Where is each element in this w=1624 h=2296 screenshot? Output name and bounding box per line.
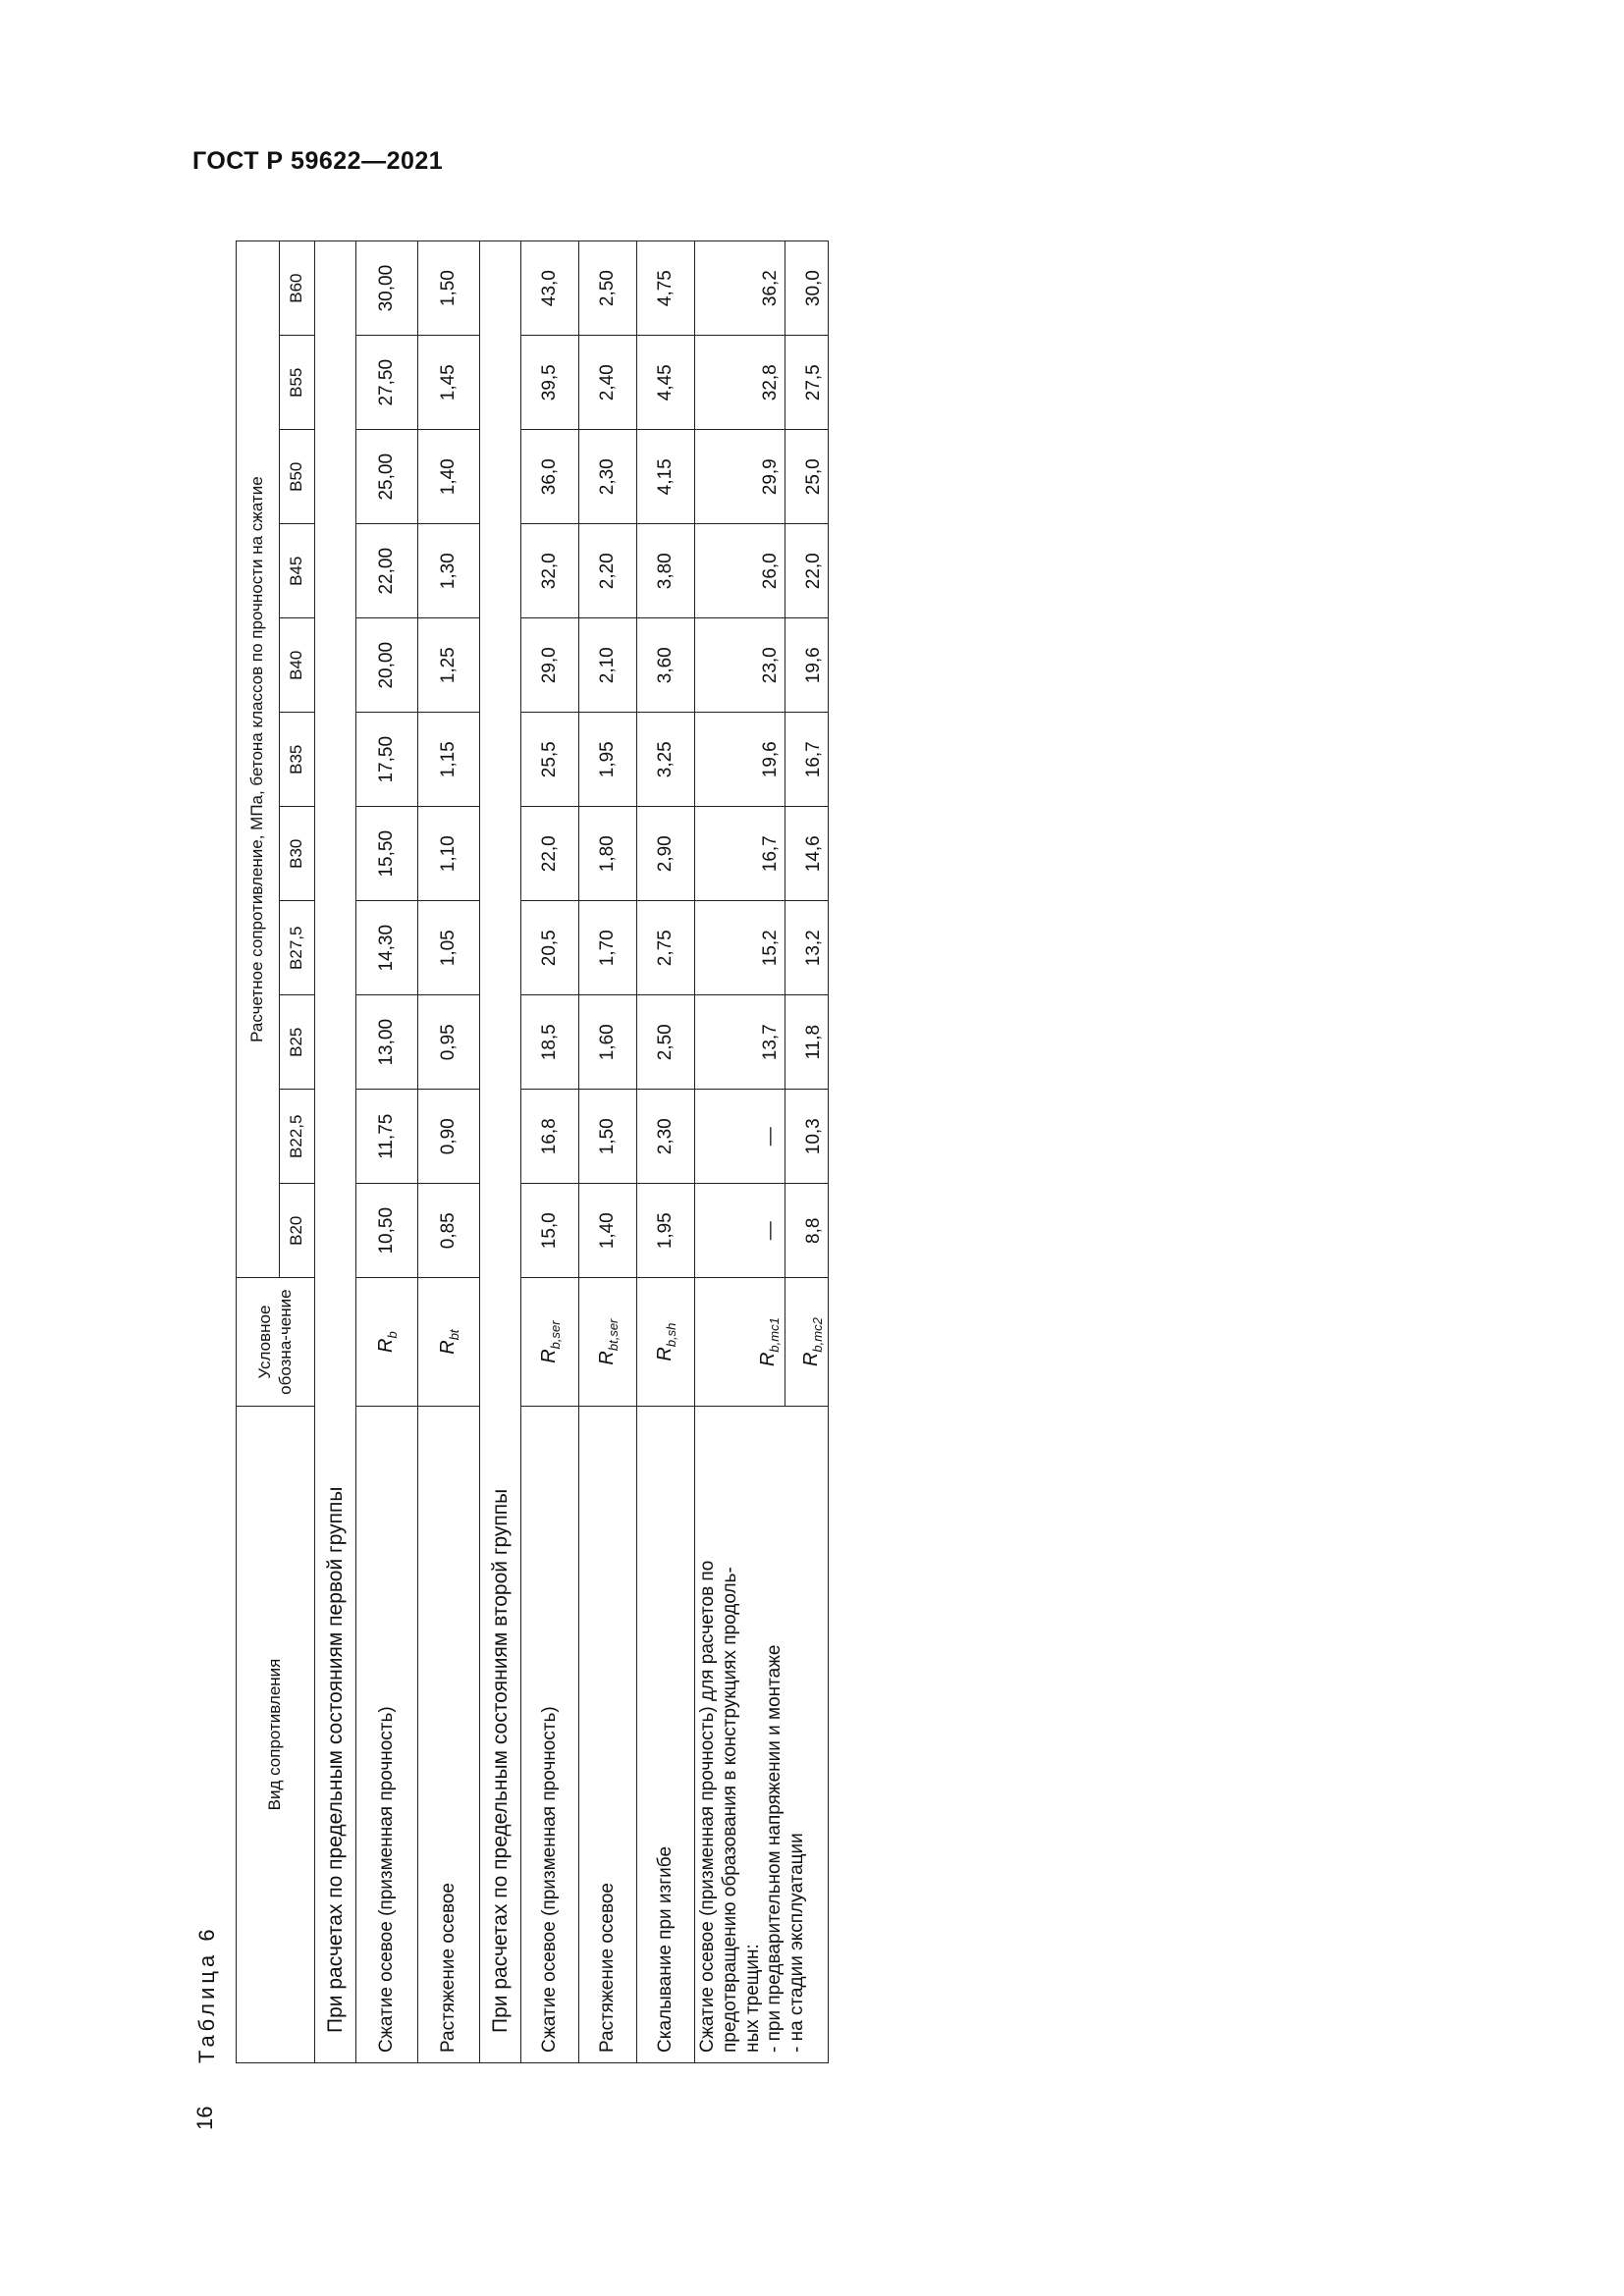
value-cell: 15,50 <box>356 807 418 901</box>
rotated-content-inner <box>177 231 1001 2130</box>
row-name: Скалывание при изгибе <box>637 1406 695 2062</box>
value-cell: 2,20 <box>579 524 637 618</box>
value-cell: 1,40 <box>579 1184 637 1278</box>
value-cell: 29,9 <box>695 430 785 524</box>
value-cell: 2,10 <box>579 618 637 713</box>
row-name: Сжатие осевое (призменная прочность) <box>521 1406 579 2062</box>
value-cell: 16,7 <box>785 713 829 807</box>
symbol-cell <box>521 1278 579 1407</box>
header-row-1 <box>237 241 280 2063</box>
symbol-main: R <box>595 1351 618 1365</box>
value-cell: 1,70 <box>579 901 637 995</box>
value-cell: 2,40 <box>579 336 637 430</box>
class-header: B55 <box>280 336 315 430</box>
group-header: Расчетное сопротивление, МПа, бетона классов по прочности на сжатие <box>237 241 280 1278</box>
value-cell: 1,95 <box>579 713 637 807</box>
value-cell: 30,0 <box>785 241 829 336</box>
row-name: Сжатие осевое (призменная прочность) <box>356 1406 418 2062</box>
value-cell: 19,6 <box>695 713 785 807</box>
table-row <box>521 241 579 2063</box>
value-cell: 25,0 <box>785 430 829 524</box>
section-title: При расчетах по предельным состояниям первой группы <box>315 241 356 2063</box>
section-row <box>480 241 521 2063</box>
value-cell: 2,30 <box>637 1090 695 1184</box>
row-name-line: Сжатие осевое (призменная прочность) для расчетов по <box>697 1560 718 2053</box>
symbol-cell <box>579 1278 637 1407</box>
row-name-line: - при предварительном напряжении и монтаже <box>764 1644 785 2053</box>
section-title: При расчетах по предельным состояниям второй группы <box>480 241 521 2063</box>
class-header: B30 <box>280 807 315 901</box>
section-row <box>315 241 356 2063</box>
value-cell: 29,0 <box>521 618 579 713</box>
symbol-main: R <box>436 1340 459 1355</box>
value-cell: 19,6 <box>785 618 829 713</box>
value-cell: 11,8 <box>785 995 829 1090</box>
value-cell: 13,2 <box>785 901 829 995</box>
value-cell: 4,45 <box>637 336 695 430</box>
value-cell: 25,00 <box>356 430 418 524</box>
value-cell: 36,2 <box>695 241 785 336</box>
value-cell: 30,00 <box>356 241 418 336</box>
value-cell: 2,50 <box>579 241 637 336</box>
value-cell: 4,75 <box>637 241 695 336</box>
row-name: Растяжение осевое <box>418 1406 480 2062</box>
symbol-subscript: b,sh <box>663 1322 678 1348</box>
value-cell: 11,75 <box>356 1090 418 1184</box>
document-code: ГОСТ Р 59622—2021 <box>192 147 444 175</box>
value-cell: 22,0 <box>521 807 579 901</box>
value-cell: 13,00 <box>356 995 418 1090</box>
value-cell: 10,50 <box>356 1184 418 1278</box>
table-row <box>579 241 637 2063</box>
symbol-subscript: bt,ser <box>605 1318 621 1352</box>
col-header-kind: Вид сопротивления <box>237 1406 315 2062</box>
value-cell: 20,00 <box>356 618 418 713</box>
value-cell: 1,40 <box>418 430 480 524</box>
value-cell: 26,0 <box>695 524 785 618</box>
value-cell: 8,8 <box>785 1184 829 1278</box>
value-cell: 14,30 <box>356 901 418 995</box>
symbol-cell <box>637 1278 695 1407</box>
value-cell: 1,95 <box>637 1184 695 1278</box>
value-cell: 4,15 <box>637 430 695 524</box>
class-header: B25 <box>280 995 315 1090</box>
value-cell: 1,05 <box>418 901 480 995</box>
value-cell: 1,30 <box>418 524 480 618</box>
class-header: B50 <box>280 430 315 524</box>
value-cell: 2,50 <box>637 995 695 1090</box>
value-cell: 25,5 <box>521 713 579 807</box>
symbol-subscript: b <box>384 1331 400 1339</box>
value-cell: 2,75 <box>637 901 695 995</box>
value-cell: 2,30 <box>579 430 637 524</box>
value-cell: 1,10 <box>418 807 480 901</box>
value-cell: 20,5 <box>521 901 579 995</box>
value-cell: 22,0 <box>785 524 829 618</box>
value-cell: 0,90 <box>418 1090 480 1184</box>
value-cell: 1,80 <box>579 807 637 901</box>
table-row <box>418 241 480 2063</box>
value-cell: — <box>695 1090 785 1184</box>
value-cell: 1,50 <box>579 1090 637 1184</box>
strength-table <box>236 240 829 2063</box>
symbol-subscript: b,ser <box>547 1320 563 1350</box>
class-header: B35 <box>280 713 315 807</box>
value-cell: 3,80 <box>637 524 695 618</box>
symbol-subscript: b,mc2 <box>810 1317 826 1353</box>
value-cell: 1,15 <box>418 713 480 807</box>
class-header: B40 <box>280 618 315 713</box>
value-cell: 1,45 <box>418 336 480 430</box>
table-row <box>695 241 785 2063</box>
class-header: B27,5 <box>280 901 315 995</box>
row-name-line: - на стадии эксплуатации <box>786 1833 808 2053</box>
row-name-line: ных трещин: <box>741 1944 763 2053</box>
value-cell: 3,25 <box>637 713 695 807</box>
class-header: B20 <box>280 1184 315 1278</box>
value-cell: 17,50 <box>356 713 418 807</box>
class-header: B60 <box>280 241 315 336</box>
value-cell: 36,0 <box>521 430 579 524</box>
value-cell: 23,0 <box>695 618 785 713</box>
value-cell: 13,7 <box>695 995 785 1090</box>
value-cell: 2,90 <box>637 807 695 901</box>
value-cell: 27,50 <box>356 336 418 430</box>
value-cell: 27,5 <box>785 336 829 430</box>
table-caption: Таблица 6 <box>194 1925 219 2063</box>
class-header: B45 <box>280 524 315 618</box>
row-name-lines <box>697 1413 809 2053</box>
row-name <box>695 1406 829 2062</box>
value-cell: — <box>695 1184 785 1278</box>
value-cell: 39,5 <box>521 336 579 430</box>
value-cell: 32,8 <box>695 336 785 430</box>
symbol-main: R <box>757 1352 780 1367</box>
value-cell: 16,7 <box>695 807 785 901</box>
table-row <box>637 241 695 2063</box>
value-cell: 22,00 <box>356 524 418 618</box>
row-name-line: предотвращению образования в конструкциях продоль- <box>719 1567 740 2053</box>
value-cell: 15,0 <box>521 1184 579 1278</box>
symbol-main: R <box>800 1352 823 1367</box>
value-cell: 16,8 <box>521 1090 579 1184</box>
symbol-cell <box>695 1278 785 1407</box>
rotated-page-content <box>177 231 1001 2130</box>
symbol-cell <box>785 1278 829 1407</box>
symbol-subscript: b,mc1 <box>767 1317 783 1353</box>
value-cell: 10,3 <box>785 1090 829 1184</box>
value-cell: 3,60 <box>637 618 695 713</box>
symbol-subscript: bt <box>446 1329 461 1341</box>
value-cell: 1,60 <box>579 995 637 1090</box>
value-cell: 43,0 <box>521 241 579 336</box>
table-row <box>356 241 418 2063</box>
value-cell: 0,95 <box>418 995 480 1090</box>
symbol-main: R <box>653 1347 676 1362</box>
value-cell: 0,85 <box>418 1184 480 1278</box>
value-cell: 18,5 <box>521 995 579 1090</box>
value-cell: 1,25 <box>418 618 480 713</box>
value-cell: 15,2 <box>695 901 785 995</box>
col-header-symbol: Условное обозна-чение <box>237 1278 315 1407</box>
table-body <box>315 241 829 2063</box>
symbol-cell <box>418 1278 480 1407</box>
symbol-cell <box>356 1278 418 1407</box>
page-number: 16 <box>192 2106 217 2130</box>
class-header: B22,5 <box>280 1090 315 1184</box>
value-cell: 32,0 <box>521 524 579 618</box>
symbol-main: R <box>537 1349 560 1363</box>
symbol-main: R <box>374 1338 397 1353</box>
value-cell: 1,50 <box>418 241 480 336</box>
row-name: Растяжение осевое <box>579 1406 637 2062</box>
value-cell: 14,6 <box>785 807 829 901</box>
